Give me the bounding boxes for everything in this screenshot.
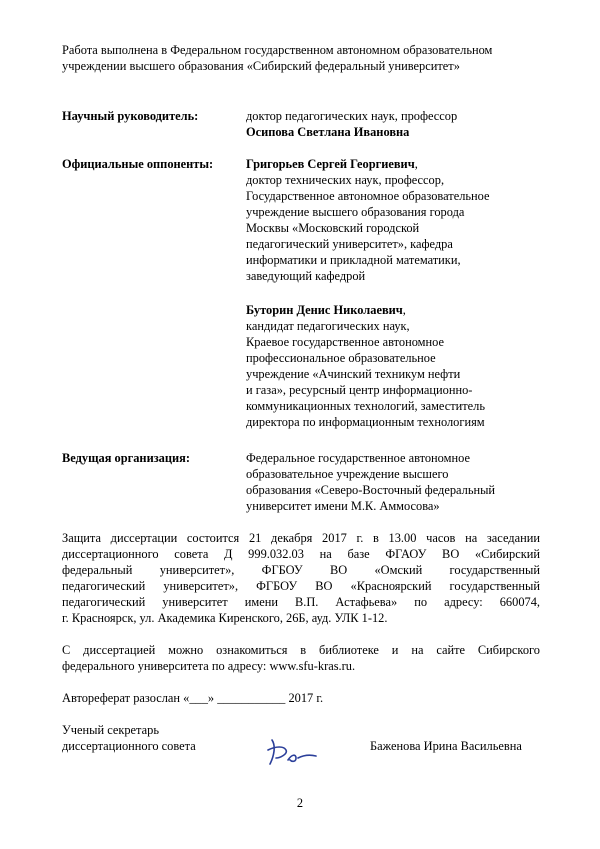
opponent-second: Буторин Денис Николаевич, кандидат педагогических наук, Краевое государственное автономное профессиональное образовательное учреждение «Ачинский техникум нефти и газа», ресурсный центр информационно- коммуникационных технологий, заместитель директора по информационным технологиям bbox=[246, 302, 546, 430]
supervisor-degree: доктор педагогических наук, профессор bbox=[246, 109, 458, 123]
opponents-label: Официальные оппоненты: bbox=[62, 157, 214, 171]
library-line: С диссертацией можно ознакомиться в библиотеке и на сайте Сибирского bbox=[62, 643, 540, 657]
opponent-first: Григорьев Сергей Георгиевич, доктор технических наук, профессор, Государственное автономное образовательное учреждение высшего образования города Москвы «Московский городской педагогический университет», кафедра информатики и прикладной математики, заведующий кафедрой bbox=[246, 156, 546, 284]
opponent-second-name: Буторин Денис Николаевич bbox=[246, 303, 403, 317]
signature-image bbox=[262, 736, 324, 768]
defense-paragraph bbox=[62, 530, 540, 626]
leading-org-line: образовательное учреждение высшего bbox=[246, 467, 449, 481]
opponent-first-line: педагогический университет», кафедра bbox=[246, 237, 453, 251]
leading-org-line: университет имени М.К. Аммосова» bbox=[246, 499, 440, 513]
opponent-second-line: и газа», ресурсный центр информационно- bbox=[246, 383, 473, 397]
opponent-first-line: Государственное автономное образовательное bbox=[246, 189, 490, 203]
opponent-first-line: информатики и прикладной математики, bbox=[246, 253, 461, 267]
sent-date-line: Автореферат разослан «___» ___________ 2017 г. bbox=[62, 691, 324, 705]
secretary-name: Баженова Ирина Васильевна bbox=[370, 739, 522, 753]
intro-line: Работа выполнена в Федеральном государственном автономном образовательном bbox=[62, 43, 493, 57]
opponent-first-line: заведующий кафедрой bbox=[246, 269, 366, 283]
opponent-second-line: учреждение «Ачинский техникум нефти bbox=[246, 367, 461, 381]
leading-org-content bbox=[246, 450, 546, 514]
library-line: федерального университета по адресу: www.sfu-kras.ru. bbox=[62, 659, 356, 673]
supervisor-content bbox=[246, 108, 546, 140]
opponent-second-line: Краевое государственное автономное bbox=[246, 335, 444, 349]
library-paragraph bbox=[62, 642, 540, 674]
opponent-second-line: кандидат педагогических наук, bbox=[246, 319, 410, 333]
opponent-second-line: коммуникационных технологий, заместитель bbox=[246, 399, 486, 413]
opponent-second-line: директора по информационным технологиям bbox=[246, 415, 485, 429]
leading-org-label: Ведущая организация: bbox=[62, 451, 190, 465]
secretary-title-line: Ученый секретарь bbox=[62, 723, 159, 737]
intro-line: учреждении высшего образования «Сибирский федеральный университет» bbox=[62, 59, 460, 73]
defense-line: федеральный университет», ФГБОУ ВО «Омский государственный bbox=[62, 563, 540, 577]
page-number: 2 bbox=[296, 796, 304, 810]
leading-org-line: образования «Северо-Восточный федеральный bbox=[246, 483, 496, 497]
defense-line: г. Красноярск, ул. Академика Киренского, 26Б, ауд. УЛК 1-12. bbox=[62, 611, 388, 625]
opponent-first-line: учреждение высшего образования города bbox=[246, 205, 465, 219]
defense-line: диссертационного совета Д 999.032.03 на базе ФГАОУ ВО «Сибирский bbox=[62, 547, 540, 561]
defense-line: Защита диссертации состоится 21 декабря 2017 г. в 13.00 часов на заседании bbox=[62, 531, 540, 545]
opponent-first-line: Москвы «Московский городской bbox=[246, 221, 420, 235]
supervisor-label: Научный руководитель: bbox=[62, 109, 199, 123]
defense-line: педагогический университет», ФГБОУ ВО «Красноярский государственный bbox=[62, 579, 540, 593]
defense-line: педагогический университет имени В.П. Астафьева» по адресу: 660074, bbox=[62, 595, 540, 609]
opponent-second-line: профессиональное образовательное bbox=[246, 351, 436, 365]
secretary-title bbox=[62, 722, 196, 754]
secretary-title-line: диссертационного совета bbox=[62, 739, 196, 753]
leading-org-line: Федеральное государственное автономное bbox=[246, 451, 470, 465]
opponent-first-name: Григорьев Сергей Георгиевич bbox=[246, 157, 415, 171]
intro-paragraph bbox=[62, 42, 562, 74]
opponent-first-line: доктор технических наук, профессор, bbox=[246, 173, 445, 187]
supervisor-name: Осипова Светлана Ивановна bbox=[246, 125, 410, 139]
